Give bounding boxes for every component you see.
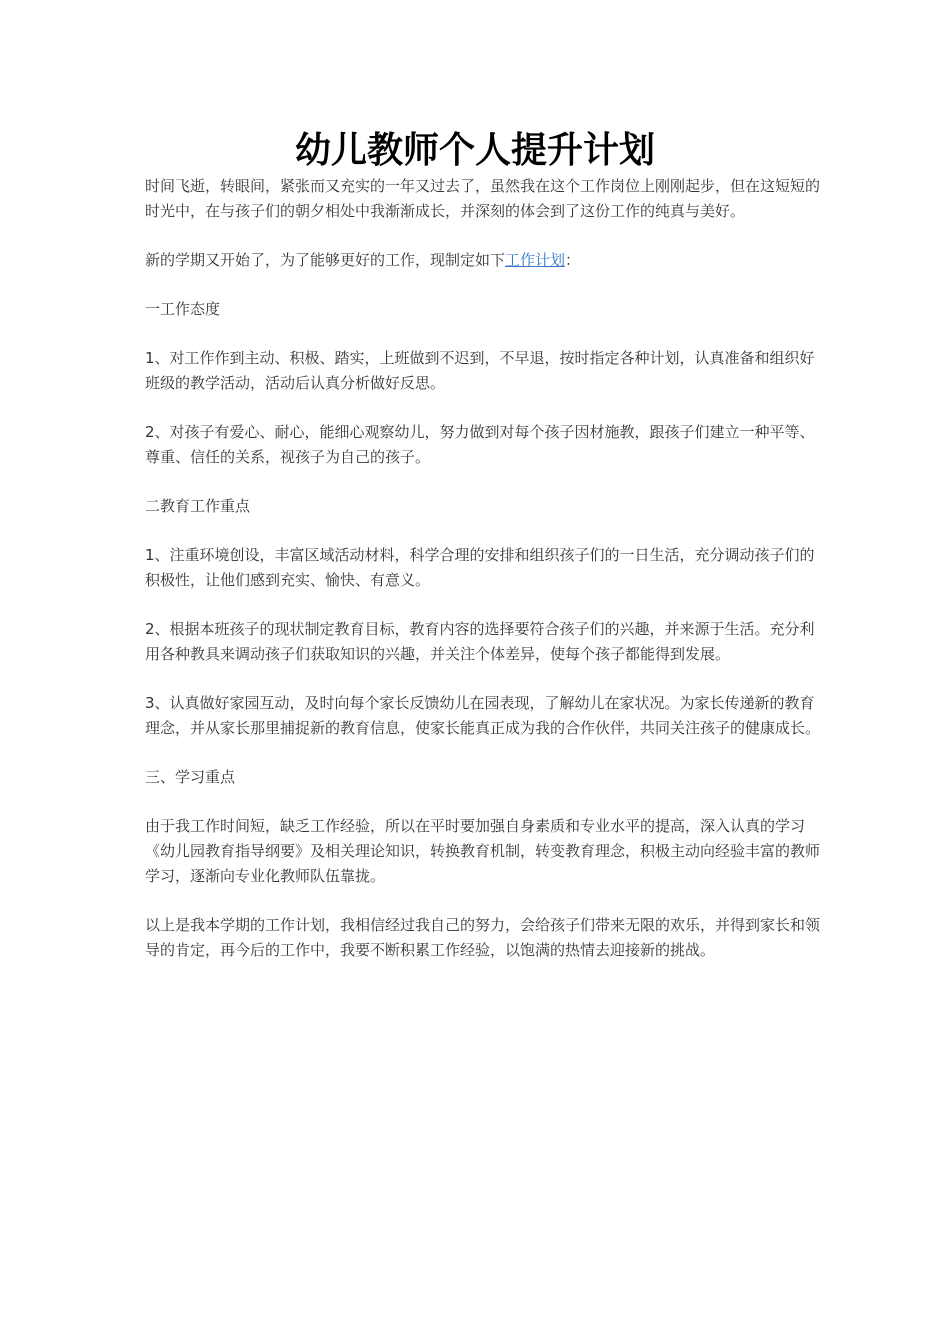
education-item-1: 1、注重环境创设，丰富区域活动材料，科学合理的安排和组织孩子们的一日生活，充分调动孩子们的积极性，让他们感到充实、愉快、有意义。 — [145, 546, 815, 589]
education-item-3: 3、认真做好家园互动，及时向每个家长反馈幼儿在园表现，了解幼儿在家状况。为家长传递新的教育理念，并从家长那里捕捉新的教育信息，使家长能真正成为我的合作伙伴，共同关注孩子的健康成长。 — [145, 694, 821, 737]
intro-paragraph: 时间飞逝，转眼间，紧张而又充实的一年又过去了，虽然我在这个工作岗位上刚刚起步，但在这短短的时光中，在与孩子们的朝夕相处中我渐渐成长，并深刻的体会到了这份工作的纯真与美好。 — [145, 177, 821, 220]
plan-lead-text: 新的学期又开始了，为了能够更好的工作，现制定如下 — [145, 251, 506, 269]
plan-lead-colon: ： — [565, 251, 581, 269]
section-heading-attitude: 一工作态度 — [145, 300, 221, 318]
education-item-2: 2、根据本班孩子的现状制定教育目标，教育内容的选择要符合孩子们的兴趣，并来源于生活。充分利用各种教具来调动孩子们获取知识的兴趣，并关注个体差异，使每个孩子都能得到发展。 — [145, 620, 815, 663]
attitude-item-2: 2、对孩子有爱心、耐心，能细心观察幼儿，努力做到对每个孩子因材施教，跟孩子们建立一种平等、尊重、信任的关系，视孩子为自己的孩子。 — [145, 423, 815, 466]
study-item-1: 由于我工作时间短，缺乏工作经验，所以在平时要加强自身素质和专业水平的提高，深入认真的学习《幼儿园教育指导纲要》及相关理论知识，转换教育机制，转变教育理念，积极主动向经验丰富的教师学习，逐渐向专业化教师队伍靠拢。 — [145, 817, 821, 885]
document-body — [145, 174, 820, 987]
section-heading-study: 三、学习重点 — [145, 768, 236, 786]
document-title: 幼儿教师个人提升计划 — [294, 129, 655, 171]
section-heading-education: 二教育工作重点 — [145, 497, 251, 515]
attitude-item-1: 1、对工作作到主动、积极、踏实，上班做到不迟到，不早退，按时指定各种计划，认真准备和组织好班级的教学活动，活动后认真分析做好反思。 — [145, 349, 815, 392]
work-plan-link[interactable]: 工作计划 — [505, 251, 566, 269]
plan-lead-paragraph — [145, 248, 820, 273]
closing-paragraph: 以上是我本学期的工作计划，我相信经过我自己的努力，会给孩子们带来无限的欢乐，并得到家长和领导的肯定，再今后的工作中，我要不断积累工作经验，以饱满的热情去迎接新的挑战。 — [145, 916, 821, 959]
